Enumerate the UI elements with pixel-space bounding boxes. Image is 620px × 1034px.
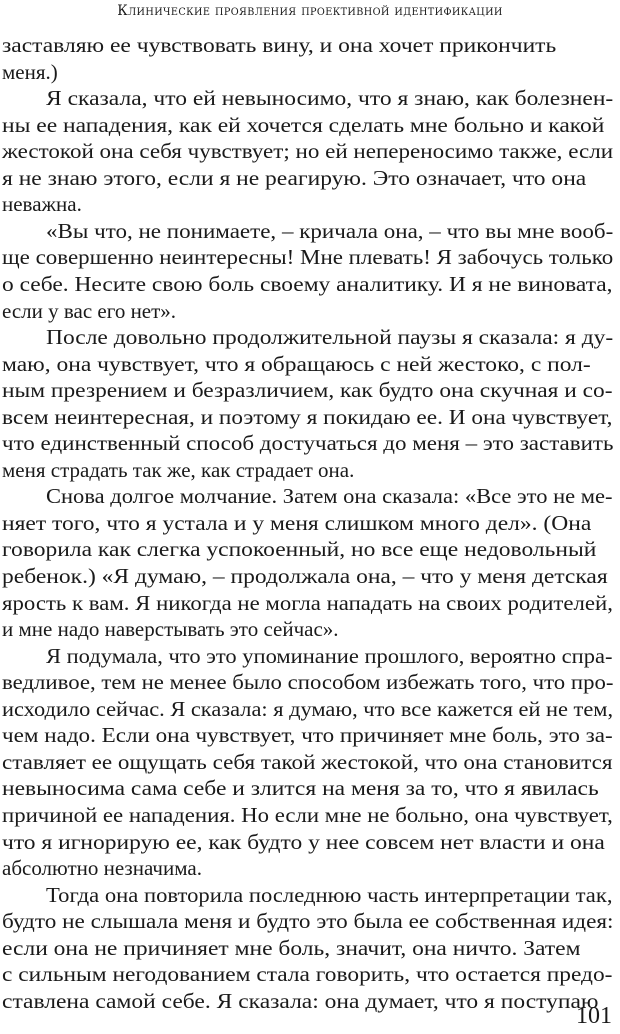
text-line: ребенок.) «Я думаю, – продолжала она, – что у меня детская <box>2 564 608 588</box>
text-line: Я подумала, что это упоминание прошлого, вероятно спра- <box>46 643 613 668</box>
text-line: причиной ее нападения. Но если мне не больно, она чувствует, <box>2 802 613 827</box>
text-line: что единственный способ достучаться до меня – это заставить <box>2 431 614 456</box>
text-line: ведливое, тем не менее было способом избежать того, что про- <box>2 670 614 695</box>
text-line: ще совершенно неинтересны! Мне плевать! Я забочусь только <box>2 245 614 270</box>
running-head: Клинические проявления проективной идентификации <box>117 3 503 19</box>
text-line: ным презрением и безразличием, как будто она скучная и со- <box>2 378 613 403</box>
text-line: говорила как слегка успокоенный, но все еще недовольный <box>2 537 597 562</box>
text-line: жестокой она себя чувствует; но ей непереносимо также, если <box>2 139 614 164</box>
text-line: меня страдать так же, как страдает она. <box>2 457 355 482</box>
text-line: Снова долгое молчание. Затем она сказала: «Все это не ме- <box>46 484 613 509</box>
text-line: чем надо. Если она чувствует, что причиняет мне боль, это за- <box>2 723 613 748</box>
text-line: всем неинтересная, и поэтому я покидаю ее. И она чувствует, <box>2 404 613 429</box>
text-line: Я сказала, что ей невыносимо, что я знаю, как болезнен- <box>46 86 614 111</box>
text-line: няет того, что я устала и у меня слишком много дел». (Она <box>2 510 592 535</box>
text-line: что я игнорирую ее, как будто у нее совсем нет власти и она <box>2 829 605 854</box>
text-line: если у вас его нет». <box>2 298 177 323</box>
text-line: ставляет ее ощущать себя такой жестокой, что она становится <box>2 749 613 774</box>
text-line: абсолютно незначима. <box>2 856 202 881</box>
text-line: я не знаю этого, если я не реагирую. Это означает, что она <box>2 165 587 190</box>
text-line: невыносима сама себе и злится на меня за то, что я явилась <box>2 776 599 801</box>
text-line: если она не причиняет мне боль, значит, она ничто. Затем <box>2 935 581 960</box>
text-line: заставляю ее чувствовать вину, и она хочет прикончить <box>2 33 557 57</box>
text-line: «Вы что, не понимаете, – кричала она, – что вы мне вооб- <box>46 218 614 243</box>
text-line: неважна. <box>2 192 82 217</box>
page-number: 101 <box>576 1003 612 1029</box>
text-line: Тогда она повторила последнюю часть интерпретации так, <box>46 882 613 907</box>
text-line: ярость к вам. Я никогда не могла нападать на своих родителей, <box>2 590 613 615</box>
text-line: меня.) <box>2 59 58 84</box>
text-line: с сильным негодованием стала говорить, что остается предо- <box>2 962 613 987</box>
text-line: После довольно продолжительной паузы я сказала: я ду- <box>46 325 614 350</box>
text-line: ставлена самой себе. Я сказала: она думает, что я поступаю <box>2 988 599 1013</box>
text-line: и мне надо наверстывать это сейчас». <box>2 617 339 642</box>
text-line: о себе. Несите свою боль своему аналитику. И я не виновата, <box>2 271 613 296</box>
text-line: маю, она чувствует, что я обращаюсь с ней жестоко, с пол- <box>2 351 591 376</box>
text-line: ны ее нападения, как ей хочется сделать мне больно и какой <box>2 112 605 137</box>
text-line: исходило сейчас. Я сказала: я думаю, что все кажется ей не тем, <box>2 696 614 721</box>
text-line: будто не слышала меня и будто это была ее собственная идея: <box>2 909 614 934</box>
